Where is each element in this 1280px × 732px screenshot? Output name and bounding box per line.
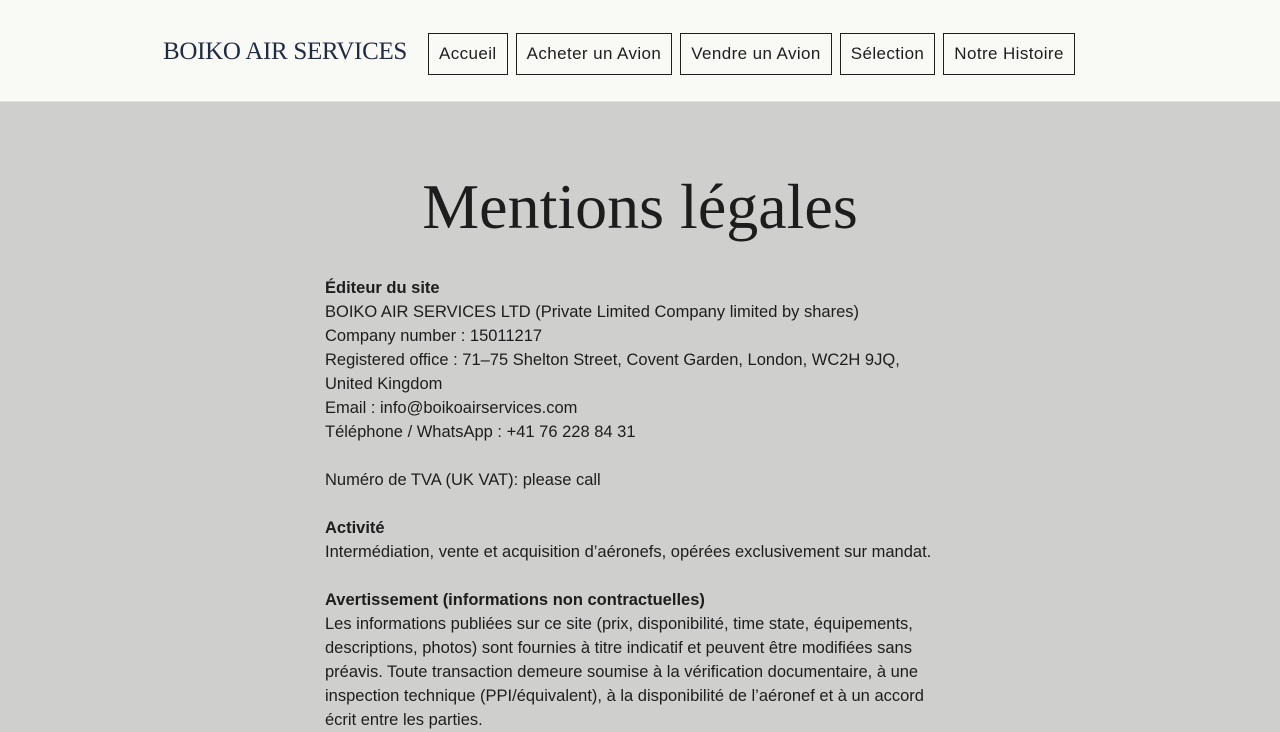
warning-line: descriptions, photos) sont fournies à titre indicatif et peuvent être modifiées sans bbox=[325, 639, 912, 657]
spacer bbox=[325, 444, 965, 468]
activity-text: Intermédiation, vente et acquisition d’aéronefs, opérées exclusivement sur mandat. bbox=[325, 543, 932, 561]
warning-heading: Avertissement (informations non contractuelles) bbox=[325, 591, 705, 609]
nav-accueil-button[interactable]: Accueil bbox=[428, 33, 508, 75]
editor-heading: Éditeur du site bbox=[325, 279, 440, 297]
site-header bbox=[0, 0, 1280, 102]
nav-histoire-button[interactable]: Notre Histoire bbox=[943, 33, 1075, 75]
vat-number: Numéro de TVA (UK VAT): please call bbox=[325, 471, 601, 489]
editor-office-line2: United Kingdom bbox=[325, 375, 443, 393]
warning-line: inspection technique (PPI/équivalent), à la disponibilité de l’aéronef et à un accord bbox=[325, 687, 924, 705]
main-nav bbox=[428, 33, 1075, 75]
warning-line: écrit entre les parties. bbox=[325, 711, 483, 729]
editor-phone: Téléphone / WhatsApp : +41 76 228 84 31 bbox=[325, 423, 636, 441]
warning-line: Les informations publiées sur ce site (prix, disponibilité, time state, équipements, bbox=[325, 615, 913, 633]
editor-office-line1: Registered office : 71–75 Shelton Street, Covent Garden, London, WC2H 9JQ, bbox=[325, 351, 900, 369]
editor-email: Email : info@boikoairservices.com bbox=[325, 399, 578, 417]
nav-acheter-button[interactable]: Acheter un Avion bbox=[516, 33, 673, 75]
nav-selection-button[interactable]: Sélection bbox=[840, 33, 936, 75]
activity-heading: Activité bbox=[325, 519, 385, 537]
legal-content bbox=[325, 276, 965, 732]
warning-line: préavis. Toute transaction demeure soumise à la vérification documentaire, à une bbox=[325, 663, 919, 681]
editor-company: BOIKO AIR SERVICES LTD (Private Limited Company limited by shares) bbox=[325, 303, 859, 321]
page-title: Mentions légales bbox=[422, 171, 858, 242]
spacer bbox=[325, 564, 965, 588]
site-logo[interactable]: BOIKO AIR SERVICES bbox=[163, 38, 408, 65]
spacer bbox=[325, 492, 965, 516]
editor-company-number: Company number : 15011217 bbox=[325, 327, 543, 345]
nav-vendre-button[interactable]: Vendre un Avion bbox=[680, 33, 832, 75]
